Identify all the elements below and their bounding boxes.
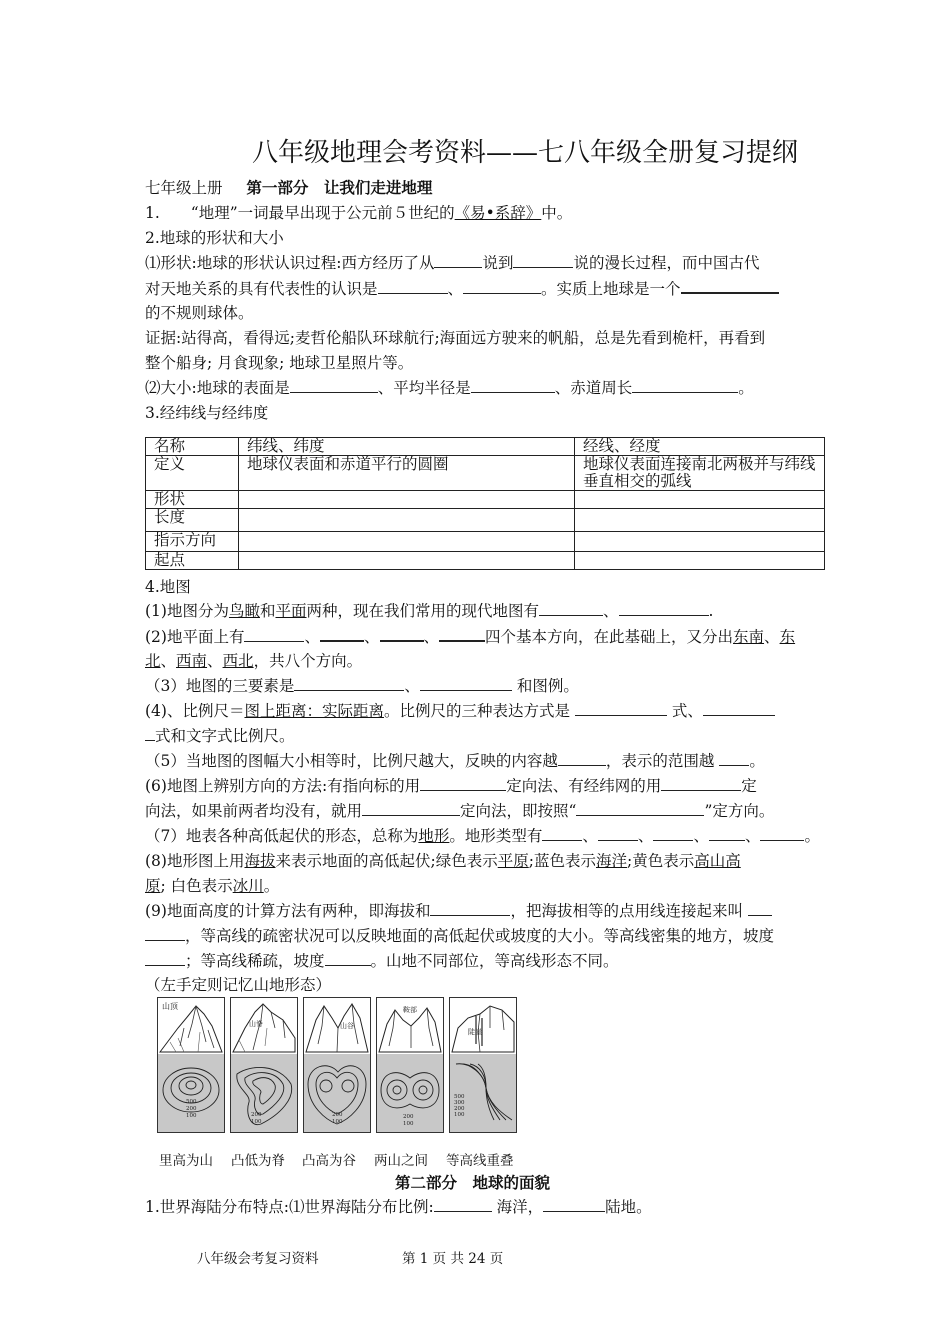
part-2-question-1 <box>145 1197 652 1217</box>
contour-value: 200 <box>251 1112 262 1118</box>
table-header-cell: 经线、经度 <box>575 438 825 456</box>
mountain-sketch <box>377 998 443 1054</box>
question-4-2-line-1 <box>145 626 795 647</box>
keyword: 冰川 <box>232 877 264 895</box>
text: 1.世界海陆分布特点:⑴世界海陆分布比例: <box>145 1198 434 1216</box>
landform-panel-saddle <box>376 997 444 1133</box>
text: 。 <box>749 752 765 770</box>
text: (1)地图分为 <box>145 602 229 620</box>
contour-map <box>450 1054 516 1132</box>
table-row <box>146 509 825 532</box>
blank[interactable] <box>653 826 693 841</box>
landform-caption: 两山之间 <box>374 1153 428 1169</box>
keyword: 西南 <box>176 652 208 670</box>
blank[interactable] <box>244 627 304 642</box>
contour-value: 100 <box>403 1121 414 1127</box>
question-4-8-line-2 <box>145 876 279 896</box>
contour-value: 100 <box>251 1119 262 1125</box>
question-1 <box>145 203 572 223</box>
contour-value: 100 <box>332 1119 343 1125</box>
question-2-1-line-3: 的不规则球体。 <box>145 304 254 322</box>
text: ，表示的范围越 <box>605 752 720 770</box>
blank[interactable] <box>325 951 371 966</box>
question-2-1-line-2 <box>145 278 779 299</box>
landform-label: 山顶 <box>162 1002 178 1011</box>
table-cell: 形状 <box>146 491 239 509</box>
text: 说的漫长过程，而中国古代 <box>573 254 760 272</box>
contour-map <box>304 1054 370 1132</box>
landform-figure <box>157 997 522 1132</box>
question-4-3 <box>145 676 579 696</box>
text: ;黄色表示 <box>626 852 695 870</box>
text: 定向法、有经纬网的用 <box>506 777 662 795</box>
landform-panel-ridge <box>230 997 298 1133</box>
text: 四个基本方向，在此基础上，又分出 <box>485 628 734 646</box>
blank[interactable] <box>575 701 667 716</box>
blank[interactable] <box>661 776 741 791</box>
blank[interactable] <box>439 626 485 642</box>
table-cell[interactable] <box>575 491 825 509</box>
landform-label: 陡崖 <box>468 1028 482 1036</box>
text: 定向法，即按照“ <box>460 802 577 820</box>
contour-map <box>231 1054 297 1132</box>
table-cell: 指示方向 <box>146 532 239 552</box>
text: (8)地形图上用 <box>145 852 245 870</box>
text: 式、 <box>666 702 703 720</box>
text: 、 <box>404 677 420 695</box>
text: 。山地不同部位，等高线形态不同。 <box>370 952 619 970</box>
text: 、 <box>160 652 177 670</box>
mountain-sketch <box>450 998 516 1054</box>
blank[interactable] <box>380 626 424 642</box>
blank[interactable] <box>471 378 555 393</box>
text: 。比例尺的三种表达方式是 <box>383 702 575 720</box>
question-4-7 <box>145 826 820 846</box>
text: （5）当地图的图幅大小相等时，比例尺越大，反映的内容越 <box>145 752 558 770</box>
question-4-9-line-1 <box>145 901 772 921</box>
table-cell: 长度 <box>146 509 239 532</box>
blank[interactable] <box>513 253 573 268</box>
evidence-line-2: 整个船身; 月食现象; 地球卫星照片等。 <box>145 354 414 372</box>
contour-map <box>158 1054 224 1132</box>
text: ⑵大小:地球的表面是 <box>145 379 290 397</box>
table-header-cell: 名称 <box>146 438 239 456</box>
blank[interactable] <box>632 378 738 393</box>
blank[interactable] <box>463 279 541 294</box>
question-2-heading: 2.地球的形状和大小 <box>145 229 284 247</box>
blank[interactable] <box>543 1197 605 1212</box>
table-header-row <box>146 438 825 456</box>
blank[interactable] <box>145 951 185 966</box>
text: 、 <box>447 280 464 298</box>
text: 式和文字式比例尺。 <box>155 727 295 745</box>
text: ; 白色表示 <box>160 877 233 895</box>
blank[interactable] <box>362 801 460 816</box>
text: ，等高线的疏密状况可以反映地面的高低起伏或坡度的大小。等高线密集的地方，坡度 <box>185 927 775 945</box>
evidence-line-1: 证据:站得高，看得远;麦哲伦船队环球航行;海面远方驶来的帆船，总是先看到桅杆，再看到 <box>145 329 766 347</box>
blank[interactable] <box>434 1197 492 1212</box>
blank[interactable] <box>378 279 448 294</box>
text: ，把海拔相等的点用线连接起来叫 <box>510 902 748 920</box>
question-4-4-line-2 <box>145 726 295 746</box>
text: (2)地平面上有 <box>145 628 245 646</box>
blank[interactable] <box>709 826 745 841</box>
landform-label: 山脊 <box>249 1020 263 1028</box>
contour-value: 500 <box>186 1099 197 1105</box>
keyword: 东 <box>779 628 796 646</box>
question-3-heading: 3.经纬线与经纬度 <box>145 404 269 422</box>
question-1-text: 1. “地理”一词最早出现于公元前５世纪的 <box>145 204 455 222</box>
mountain-sketch <box>304 998 370 1054</box>
mountain-sketch <box>231 998 297 1054</box>
table-cell: 定义 <box>146 456 239 491</box>
text: 。 <box>263 877 280 895</box>
text: (9)地面高度的计算方法有两种，即海拔和 <box>145 902 431 920</box>
question-4-5 <box>145 751 765 771</box>
text: 陆地。 <box>605 1198 652 1216</box>
text: 来表示地面的高低起伏;绿色表示 <box>275 852 498 870</box>
text: 、 <box>304 628 320 646</box>
text: 、平均半径是 <box>377 379 471 397</box>
footer-page-number: 第 1 页 共 24 页 <box>402 1251 504 1267</box>
document-title: 八年级地理会考资料——七八年级全册复习提纲 <box>252 138 799 168</box>
contour-value: 100 <box>186 1113 197 1119</box>
question-4-1 <box>145 601 713 621</box>
table-row <box>146 456 825 491</box>
grade-label: 七年级上册 <box>145 179 223 197</box>
mnemonic-note: （左手定则记忆山地形态） <box>145 976 332 994</box>
text: (4)、比例尺＝ <box>145 702 245 720</box>
text: 、 <box>693 827 709 845</box>
table-cell[interactable] <box>239 552 575 570</box>
text: ⑴形状:地球的形状认识过程:西方经历了从 <box>145 254 435 272</box>
landform-panel-cliff <box>449 997 517 1133</box>
keyword: 高山高 <box>694 852 741 870</box>
blank[interactable] <box>145 726 155 741</box>
text: 说到 <box>482 254 514 272</box>
contour-map <box>377 1054 443 1132</box>
section-1-heading-line <box>145 178 432 198</box>
landform-caption: 凸高为谷 <box>302 1153 356 1169</box>
blank[interactable] <box>420 676 512 691</box>
landform-panel-valley <box>303 997 371 1133</box>
book-title: 《易•系辞》 <box>454 204 542 222</box>
landform-label: 鞍部 <box>403 1006 417 1014</box>
question-2-1-line-1 <box>145 253 759 273</box>
keyword: 北 <box>145 652 161 670</box>
text: 海洋， <box>491 1198 544 1216</box>
mountain-sketch <box>158 998 224 1054</box>
text: (6)地图上辨别方向的方法:有指向标的用 <box>145 777 421 795</box>
table-cell: 起点 <box>146 552 239 570</box>
blank[interactable] <box>558 751 606 766</box>
latitude-longitude-table <box>145 437 825 570</box>
contour-value: 200 <box>454 1106 465 1112</box>
keyword: 东南 <box>733 628 765 646</box>
text: （3）地图的三要素是 <box>145 677 295 695</box>
text: 、 <box>744 827 761 845</box>
contour-value: 500 <box>454 1094 465 1100</box>
contour-value: 200 <box>403 1114 414 1120</box>
table-row <box>146 552 825 570</box>
blank[interactable] <box>320 626 364 642</box>
table-row <box>146 491 825 509</box>
blank[interactable] <box>145 926 185 941</box>
blank[interactable] <box>760 826 804 841</box>
question-4-4-line-1 <box>145 701 775 721</box>
question-4-2-line-2 <box>145 651 362 671</box>
table-cell: 地球仪表面和赤道平行的圆圈 <box>239 456 575 491</box>
text: 、 <box>363 628 380 646</box>
landform-caption: 凸低为脊 <box>231 1153 285 1169</box>
text: 对天地关系的具有代表性的认识是 <box>145 280 378 298</box>
question-4-6-line-1 <box>145 776 757 796</box>
blank[interactable] <box>539 601 603 616</box>
table-cell[interactable] <box>575 509 825 532</box>
table-cell[interactable] <box>239 532 575 552</box>
question-1-end: 中。 <box>541 204 573 222</box>
table-cell[interactable] <box>575 532 825 552</box>
question-2-2 <box>145 378 754 398</box>
text: ;蓝色表示 <box>528 852 596 870</box>
keyword: 西北 <box>222 652 254 670</box>
blank[interactable] <box>430 901 510 916</box>
contour-value: 100 <box>454 1112 465 1118</box>
keyword: 原 <box>145 877 161 895</box>
text: 、赤道周长 <box>554 379 633 397</box>
text: ；等高线稀疏，坡度 <box>185 952 325 970</box>
table-cell[interactable] <box>575 552 825 570</box>
contour-value: 200 <box>186 1106 197 1112</box>
blank[interactable] <box>434 253 482 268</box>
blank[interactable] <box>294 676 404 691</box>
question-4-8-line-1 <box>145 851 741 871</box>
blank[interactable] <box>576 801 704 816</box>
text: 、 <box>582 827 598 845</box>
table-cell: 地球仪表面连接南北两极并与纬线垂直相交的弧线 <box>575 456 825 491</box>
blank[interactable] <box>681 278 779 294</box>
text: （7）地表各种高低起伏的形态，总称为 <box>145 827 419 845</box>
section-2-heading: 第二部分 地球的面貌 <box>395 1173 551 1192</box>
question-4-9-line-2 <box>145 926 774 946</box>
blank[interactable] <box>290 378 378 393</box>
table-row <box>146 532 825 552</box>
text: 两种，现在我们常用的现代地图有 <box>306 602 540 620</box>
contour-value: 200 <box>332 1112 343 1118</box>
landform-panel-peak <box>157 997 225 1133</box>
text: 、 <box>637 827 654 845</box>
question-4-9-line-3 <box>145 951 619 971</box>
blank[interactable] <box>598 826 638 841</box>
blank[interactable] <box>420 776 506 791</box>
landform-caption: 里高为山 <box>159 1153 213 1169</box>
landform-caption: 等高线重叠 <box>446 1153 514 1169</box>
contour-value: 300 <box>454 1100 465 1106</box>
text: 、 <box>207 652 223 670</box>
text: 定 <box>741 777 757 795</box>
blank[interactable] <box>542 826 582 841</box>
text: ”定方向。 <box>704 802 775 820</box>
keyword: 鸟瞰 <box>228 602 260 620</box>
text: 。 <box>738 379 754 397</box>
text: 向法，如果前两者均没有，就用 <box>145 802 363 820</box>
keyword: 平面 <box>275 602 307 620</box>
table-cell[interactable] <box>239 509 575 532</box>
blank[interactable] <box>619 601 709 616</box>
keyword: 地形 <box>418 827 450 845</box>
blank[interactable] <box>748 901 772 916</box>
text: 和图例。 <box>511 677 579 695</box>
text: 。 <box>804 827 820 845</box>
question-4-6-line-2 <box>145 801 774 821</box>
keyword: 平原 <box>497 852 529 870</box>
text: 。地形类型有 <box>449 827 543 845</box>
table-header-cell: 纬线、纬度 <box>239 438 575 456</box>
text: 。实质上地球是一个 <box>541 280 681 298</box>
text: 、 <box>423 628 440 646</box>
footer-document-name: 八年级会考复习资料 <box>197 1251 319 1267</box>
landform-label: 山谷 <box>340 1022 354 1030</box>
section-1-heading: 第一部分 让我们走进地理 <box>246 178 433 197</box>
text: . <box>708 602 714 620</box>
text: 和 <box>259 602 276 620</box>
blank[interactable] <box>703 701 775 716</box>
keyword: 海拔 <box>244 852 276 870</box>
keyword: 海洋 <box>595 852 627 870</box>
blank[interactable] <box>719 751 749 766</box>
keyword: 图上距离：实际距离 <box>244 702 384 720</box>
question-4-heading: 4.地图 <box>145 578 191 596</box>
text: 、 <box>764 628 780 646</box>
table-cell[interactable] <box>239 491 575 509</box>
text: ，共八个方向。 <box>253 652 363 670</box>
text: 、 <box>603 602 619 620</box>
